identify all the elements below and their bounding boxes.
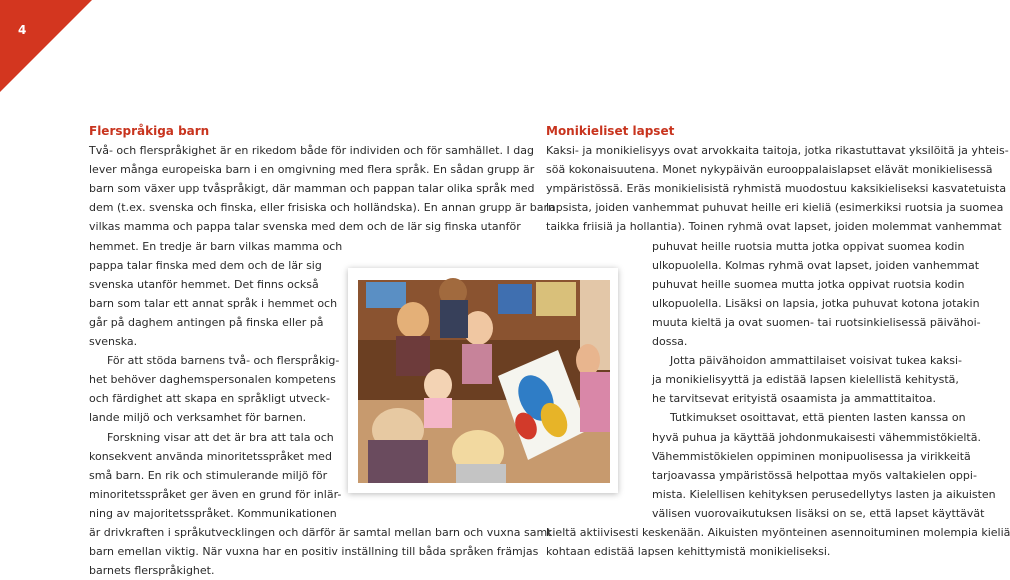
text-line: ja monikielisyyttä ja edistää lapsen kielellistä kehitystä, <box>652 373 959 387</box>
text-line: söä kokonaisuutena. Monet nykypäivän eurooppalaislapset elävät monikielisessä <box>546 163 993 177</box>
page-corner-tab <box>0 0 92 92</box>
text-line: Jotta päivähoidon ammattilaiset voisivat tukea kaksi- <box>670 354 963 368</box>
text-line: Kaksi- ja monikielisyys ovat arvokkaita taitoja, jotka rikastuttavat yksilöitä ja yhteis- <box>546 144 1009 158</box>
text-line: dem (t.ex. svenska och finska, eller frisiska och holländska). En annan grupp är barn <box>89 201 555 215</box>
text-line: barn som talar ett annat språk i hemmet och <box>89 296 338 310</box>
text-line: lande miljö och verksamhet för barnen. <box>89 411 307 425</box>
text-line: ning av majoritetsspråket. Kommunikationen <box>89 506 337 520</box>
text-line: hemmet. En tredje är barn vilkas mamma och <box>89 239 343 253</box>
text-line: små barn. En rik och stimulerande miljö för <box>89 468 328 482</box>
text-line: och färdighet att skapa en språkligt utveck- <box>89 392 330 406</box>
text-line: pappa talar finska med dem och de lär sig <box>89 258 322 272</box>
text-line: lever många europeiska barn i en omgivning med flera språk. En sådan grupp är <box>89 163 535 177</box>
text-line: ulkopuolella. Lisäksi on lapsia, jotka puhuvat kotona jotakin <box>652 296 980 310</box>
text-line: barnets flerspråkighet. <box>89 564 215 578</box>
text-line: välisen vuorovaikutuksen lisäksi on se, että lapset käyttävät <box>652 506 985 520</box>
text-line: muuta kieltä ja ovat suomen- tai ruotsinkielisessä päivähoi- <box>652 315 981 329</box>
photo-frame <box>348 268 618 493</box>
swedish-heading: Flerspråkiga barn <box>89 124 210 138</box>
text-line: barn emellan viktig. När vuxna har en positiv inställning till båda språken främjas <box>89 545 539 559</box>
page-number: 4 <box>18 23 27 37</box>
text-line: svenska utanför hemmet. Det finns också <box>89 277 319 291</box>
text-line: het behöver daghemspersonalen kompetens <box>89 373 336 387</box>
text-line: puhuvat heille ruotsia mutta jotka oppivat suomea kodin <box>652 239 965 253</box>
text-line: är drivkraften i språkutvecklingen och därför är samtal mellan barn och vuxna samt <box>89 525 552 539</box>
text-line: svenska. <box>89 335 138 349</box>
text-line: he tarvitsevat erityistä osaamista ja ammattitaitoa. <box>652 392 937 406</box>
text-line: Tutkimukset osoittavat, että pienten lasten kanssa on <box>670 411 966 425</box>
text-line: barn som växer upp tvåspråkigt, där mamman och pappan talar olika språk med <box>89 182 535 196</box>
children-reading-photo <box>358 280 610 483</box>
text-line: kohtaan edistää lapsen kehittymistä monikieliseksi. <box>546 545 831 559</box>
text-line: vilkas mamma och pappa talar svenska med dem och de lär sig finska utanför <box>89 220 521 234</box>
text-line: Två- och flerspråkighet är en rikedom både för individen och för samhället. I dag <box>89 144 534 158</box>
text-line: konsekvent använda minoritetsspråket med <box>89 449 332 463</box>
text-line: går på daghem antingen på finska eller på <box>89 315 324 329</box>
photo-illustration <box>358 280 610 483</box>
text-line: taikka friisiä ja hollantia). Toinen ryhmä ovat lapset, joiden molemmat vanhemmat <box>546 220 1002 234</box>
finnish-heading: Monikieliset lapset <box>546 124 675 138</box>
text-line: hyvä puhua ja käyttää johdonmukaisesti vähemmistökieltä. <box>652 430 981 444</box>
text-line: tarjoavassa ympäristössä helpottaa myös valtakielen oppi- <box>652 468 977 482</box>
text-line: Vähemmistökielen oppiminen monipuolisessa ja virikkeitä <box>652 449 971 463</box>
text-line: puhuvat heille suomea mutta jotka oppivat ruotsia kodin <box>652 277 965 291</box>
text-line: lapsista, joiden vanhemmat puhuvat heille eri kieliä (esimerkiksi ruotsia ja suomea <box>546 201 1004 215</box>
text-line: dossa. <box>652 335 688 349</box>
text-line: kieltä aktiivisesti keskenään. Aikuisten myönteinen asennoituminen molempia kieliä <box>546 525 1010 539</box>
text-line: ulkopuolella. Kolmas ryhmä ovat lapset, joiden vanhemmat <box>652 258 980 272</box>
text-line: ympäristössä. Eräs monikielisistä ryhmistä muodostuu kaksikieliseksi kasvatetuista <box>546 182 1007 196</box>
text-line: mista. Kielellisen kehityksen perusedellytys lasten ja aikuisten <box>652 487 996 501</box>
text-line: minoritetsspråket ger även en grund för inlär- <box>89 487 342 501</box>
text-line: Forskning visar att det är bra att tala och <box>107 430 334 444</box>
text-line: För att stöda barnens två- och flerspråkig- <box>107 354 340 368</box>
